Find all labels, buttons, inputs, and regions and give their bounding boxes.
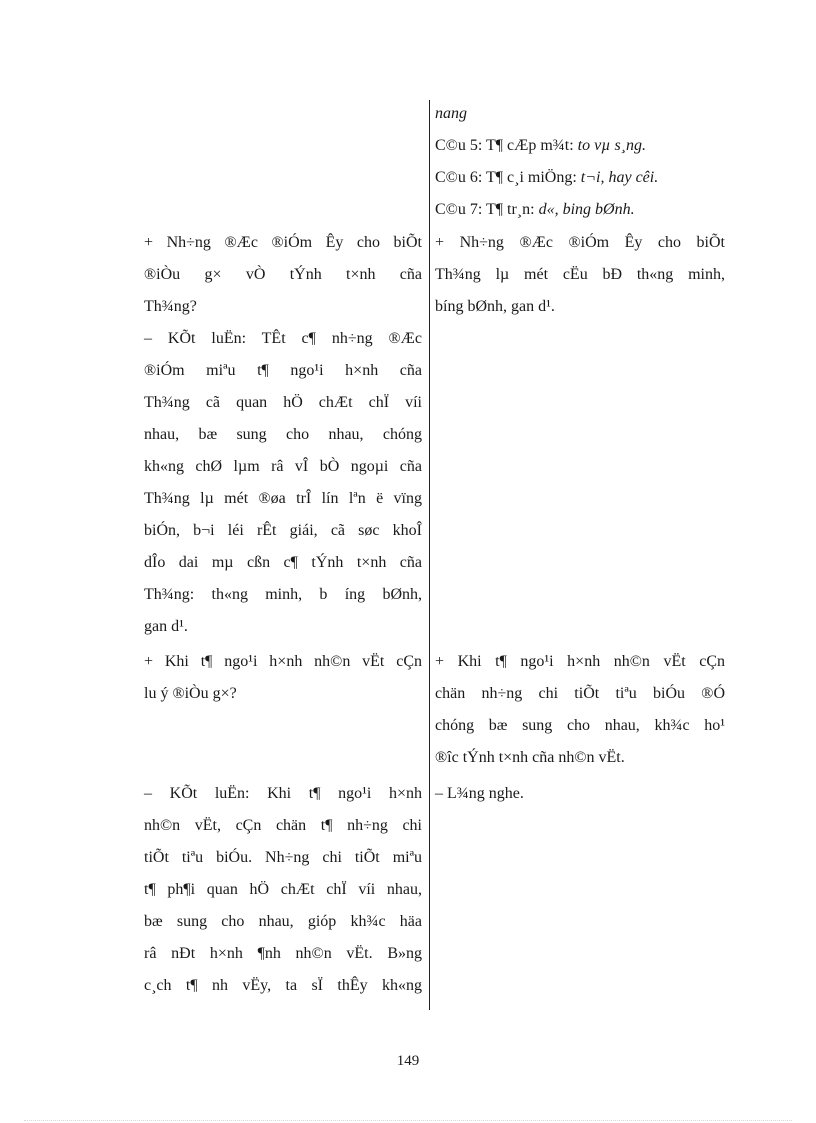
text-line: + Khi t¶ ngo¹i h×nh nh©n vËt cÇn	[435, 653, 725, 670]
text-line: + Khi t¶ ngo¹i h×nh nh©n vËt cÇn	[144, 653, 422, 670]
text-line: – KÕt luËn: Khi t¶ ngo¹i h×nh	[144, 785, 422, 802]
page-number: 149	[396, 1053, 420, 1069]
text-line: ®iÒu g× vÒ tÝnh t×nh cña	[144, 266, 422, 283]
text-line: Th¾ng: th«ng minh, b íng bØnh,	[144, 586, 422, 603]
text-line: biÓn, b¬i léi rÊt giái, cã søc khoÎ	[144, 522, 422, 539]
text-line: gan d¹.	[144, 618, 188, 635]
text-line: t¶ ph¶i quan hÖ chÆt chÏ víi nhau,	[144, 881, 422, 898]
text-span: C©u 6: T¶ c¸i miÖng:	[435, 169, 581, 186]
column-divider	[429, 100, 430, 1010]
text-line: kh«ng chØ lµm râ vÎ bÒ ngoµi cña	[144, 458, 422, 475]
text-span: d«, bing bØnh.	[538, 201, 635, 218]
text-line	[435, 136, 725, 156]
text-line: bæ sung cho nhau, gióp kh¾c häa	[144, 913, 422, 930]
text-line: – KÕt luËn: TÊt c¶ nh÷ng ®Æc	[144, 330, 422, 347]
text-line: lu ý ®iÒu g×?	[144, 685, 237, 702]
text-line: bíng bØnh, gan d¹.	[435, 298, 555, 315]
text-line: Th¾ng lµ mét cËu bÐ th«ng minh,	[435, 266, 725, 283]
text-line: c¸ch t¶ nh vËy, ta sÏ thÊy kh«ng	[144, 977, 422, 994]
text-line: chóng bæ sung cho nhau, kh¾c ho¹	[435, 717, 725, 734]
footer-rule	[24, 1120, 792, 1121]
text-span: C©u 7: T¶ tr¸n:	[435, 201, 539, 218]
text-line: râ nÐt h×nh ¶nh nh©n vËt. B»ng	[144, 945, 422, 962]
text-line	[435, 200, 725, 220]
text-line: tiÕt tiªu biÓu. Nh÷ng chi tiÕt miªu	[144, 849, 422, 866]
text-line: chän nh÷ng chi tiÕt tiªu biÓu ®Ó	[435, 685, 725, 702]
text-line: + Nh÷ng ®Æc ®iÓm Êy cho biÕt	[435, 234, 725, 251]
text-span: C©u 5: T¶ cÆp m¾t:	[435, 137, 578, 154]
text-line: Th¾ng cã quan hÖ chÆt chÏ víi	[144, 394, 422, 411]
text-line: nh©n vËt, cÇn chän t¶ nh÷ng chi	[144, 817, 422, 834]
text-line: dÎo dai mµ cßn c¶ tÝnh t×nh cña	[144, 554, 422, 571]
text-span: t¬i, hay cêi.	[580, 169, 659, 186]
text-line	[435, 168, 725, 188]
text-line: ®iÓm miªu t¶ ngo¹i h×nh cña	[144, 362, 422, 379]
text-line: nang	[435, 105, 467, 122]
text-line: – L¾ng nghe.	[435, 785, 524, 802]
text-line: nhau, bæ sung cho nhau, chóng	[144, 426, 422, 443]
text-line: Th¾ng lµ mét ®øa trÎ lín lªn ë vïng	[144, 490, 422, 507]
text-line: + Nh÷ng ®Æc ®iÓm Êy cho biÕt	[144, 234, 422, 251]
text-line: Th¾ng?	[144, 298, 197, 315]
text-span: to vµ s¸ng.	[577, 137, 646, 154]
text-line: ®îc tÝnh t×nh cña nh©n vËt.	[435, 749, 625, 766]
